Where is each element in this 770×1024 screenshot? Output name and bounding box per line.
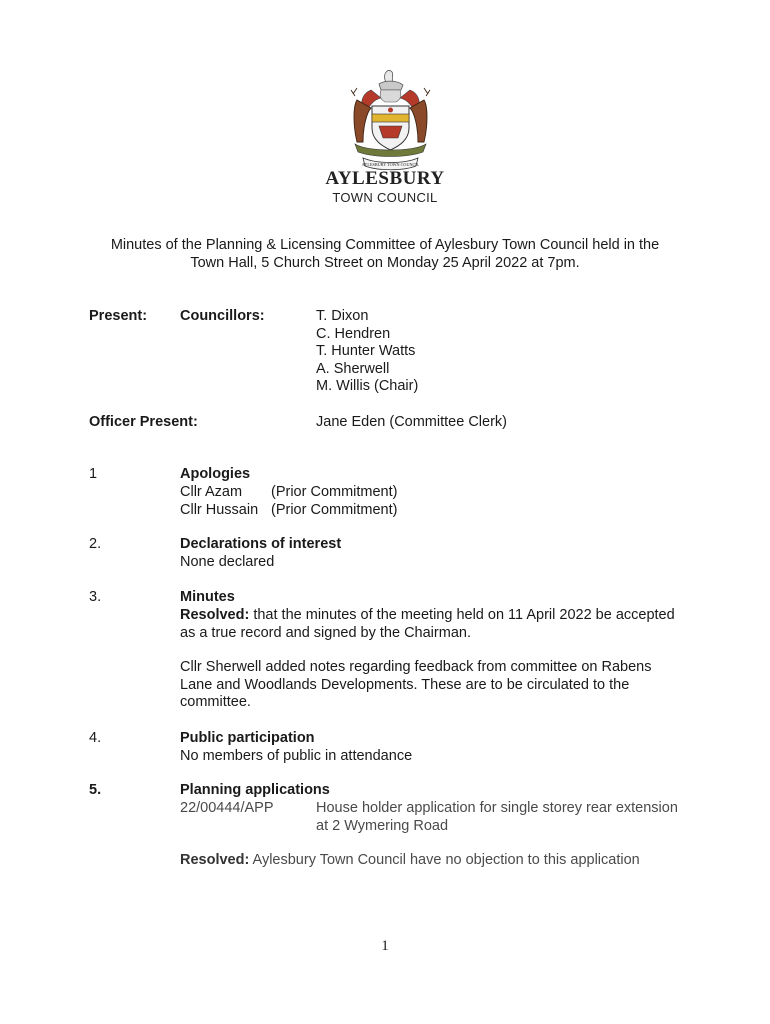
apology-2-name: Cllr Hussain [180, 501, 259, 518]
item-3-heading: Minutes [180, 589, 235, 605]
crest-motto: AYLESBURY TOWN COUNCIL [361, 162, 420, 167]
item-3-note-line-1: Cllr Sherwell added notes regarding feedback from committee on Rabens [180, 659, 652, 675]
item-4-text: No members of public in attendance [180, 747, 413, 764]
item-5-number: 5. [89, 782, 102, 798]
councillor-4: A. Sherwell [316, 360, 390, 377]
item-4-heading: Public participation [180, 730, 315, 746]
resolved-text: Aylesbury Town Council have no objection to this application [249, 852, 640, 868]
application-description-line-2: at 2 Wymering Road [316, 817, 449, 834]
item-5-resolved [180, 852, 640, 870]
resolved-label: Resolved: [180, 852, 250, 868]
item-5-heading: Planning applications [180, 782, 330, 798]
item-3-number: 3. [89, 589, 102, 605]
apology-1-reason: (Prior Commitment) [271, 484, 398, 500]
councillors-label: Councillors: [180, 308, 265, 324]
item-3-resolved [180, 607, 675, 625]
council-crest-logo [343, 66, 438, 174]
application-description-line-1: House holder application for single storey rear extension [316, 800, 678, 816]
page-number: 1 [381, 938, 389, 954]
officer-name: Jane Eden (Committee Clerk) [316, 414, 507, 430]
councillor-2: C. Hendren [316, 325, 391, 342]
intro-line-1: Minutes of the Planning & Licensing Committee of Aylesbury Town Council held in the [110, 237, 660, 253]
resolved-label: Resolved: [180, 607, 250, 623]
item-2-number: 2. [89, 536, 102, 552]
officer-label: Officer Present: [89, 414, 198, 430]
resolved-text: that the minutes of the meeting held on 11 April 2022 be accepted [249, 607, 675, 623]
application-reference: 22/00444/APP [180, 800, 274, 816]
councillor-5: M. Willis (Chair) [316, 378, 419, 394]
item-2-text: None declared [180, 553, 275, 570]
org-subtitle: TOWN COUNCIL [332, 190, 438, 205]
item-3-resolved-line-2: as a true record and signed by the Chairman. [180, 624, 471, 641]
item-1-number: 1 [89, 466, 98, 482]
item-3-note-line-3: committee. [180, 694, 251, 710]
intro-line-2: Town Hall, 5 Church Street on Monday 25 April 2022 at 7pm. [190, 255, 580, 271]
item-3-note-line-2: Lane and Woodlands Developments. These are to be circulated to the [180, 676, 630, 693]
org-name: AYLESBURY [325, 168, 445, 189]
item-1-heading: Apologies [180, 466, 251, 482]
apology-2-reason: (Prior Commitment) [271, 501, 398, 518]
present-label: Present: [89, 308, 148, 324]
councillor-1: T. Dixon [316, 308, 369, 324]
apology-1-name: Cllr Azam [180, 484, 243, 500]
item-4-number: 4. [89, 730, 102, 746]
councillor-3: T. Hunter Watts [316, 343, 416, 359]
item-2-heading: Declarations of interest [180, 536, 342, 552]
